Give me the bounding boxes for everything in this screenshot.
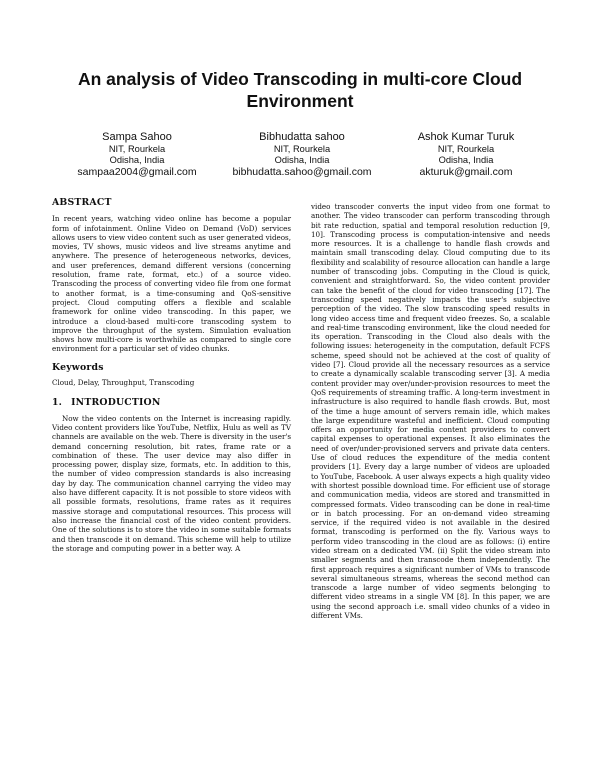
author-1 [52,130,222,179]
author-email: sampaa2004@gmail.com [77,166,197,178]
section-title: INTRODUCTION [71,397,161,409]
author-location: Odisha, India [109,155,165,165]
author-affiliation: NIT, Rourkela [108,144,166,154]
abstract-heading: ABSTRACT [52,197,112,208]
abstract-text: In recent years, watching video online has become a popular form of infotainment. Online Video on Demand (VoD) services allows users to view video content such as user generated videos, movies, TV shows, music videos and live streams anytime and anywhere. The presence of heterogeneous networks, devices, and user preferences, demand different versions (concerning resolution, frame rate, format, etc.) of a source video. Transcoding the process of converting video file from one format to another format, is a time-consuming and QoS-sensitive project. Cloud computing offers a flexible and scalable framework for online video transcoding. In this paper, we introduce a cloud-based multi-core transcoding system to improve the throughput of the system. Simulation evaluation shows how multi-core is worthwhile as compared to single core environment for a particular set of video chunks. [52,214,291,354]
author-block [0,130,600,180]
keywords-heading: Keywords [52,361,104,373]
author-affiliation: NIT, Rourkela [437,144,495,154]
author-affiliation: NIT, Rourkela [273,144,331,154]
author-email: akturuk@gmail.com [419,166,513,178]
introduction-heading [52,398,291,407]
paper-title: An analysis of Video Transcoding in multi-core Cloud Environment [77,69,523,111]
right-column [311,202,550,620]
left-column [52,198,291,553]
introduction-text-right: video transcoder converts the input video from one format to another. The video transcoder can perform transcoding through bit rate reduction, spatial and temporal resolution reduction [9, 10]. Transcoding process is computation-intensive and needs more resources. It is a challenge to handle flash crowds and maintain small transcoding delay. Cloud computing due to its flexibility and scalability of resource allocation can handle a large number of transcoding jobs. Computing in the Cloud is quick, convenient and straightforward. So, the video content provider can take the benefit of the cloud for video transcoding [17]. The transcoding speed negatively impacts the user's subjective perception of the video. The slow transcoding speed results in long video access time and frequent video freezes. So, a scalable and real-time transcoding environment, like the cloud needed for its operation. Transcoding in the Cloud also deals with the following issues: heterogeneity in the computation, default FCFS scheme, speed should not be achieved at the cost of quality of video [7]. Cloud provide all the necessary resources as a service to create a dynamically scalable transcoding server [3]. A media content provider may over/under-provision resources to meet the QoS requirements of streaming traffic. A long-term investment in infrastructure is also required to handle flash crowds. But, most of the time a huge amount of servers remain idle, which makes the large expenditure wasteful and inefficient. Cloud computing offers an opportunity for media content providers to convert capital expenses to operational expenses. It also eliminates the need of over/under-provisioned servers and private data centers. Use of cloud reduces the expenditure of the media content providers [1]. Every day a large number of videos are uploaded to YouTube, Facebook. A user always expects a high quality video with shortest possible download time. For efficient use of storage and communication media, videos are stored and transmitted in compressed formats. Video transcoding can be done in real-time or in batch processing. For an on-demand video streaming service, if the required video is not available in the desired format, transcoding is performed on the fly. Various ways to perform video transcoding in the cloud are as follows: (i) entire video stream on a dedicated VM. (ii) Split the video stream into smaller segments and then transcode them independently. The first approach requires a significant number of VMs to transcode several simultaneous streams, whereas the second method can transcode a large number of video segments belonging to different video streams in a single VM [8]. In this paper, we are using the second approach i.e. small video chunks of a video in different VMs. [311,202,550,621]
author-email: bibhudatta.sahoo@gmail.com [232,166,372,178]
author-name: Sampa Sahoo [102,131,172,143]
section-number: 1. [52,397,63,409]
author-location: Odisha, India [438,155,494,165]
author-name: Bibhudatta sahoo [259,131,345,143]
author-2 [213,130,391,179]
author-location: Odisha, India [274,155,330,165]
author-name: Ashok Kumar Turuk [417,131,515,143]
introduction-text-left: Now the video contents on the Internet is increasing rapidly. Video content providers like YouTube, Netflix, Hulu as well as TV channels are available on the web. There is diversity in the user's demand concerning resolution, bit rates, frame rate or a combination of these. The user device may also differ in processing power, display size, formats, etc. In addition to this, the number of video compression standards is also increasing day by day. The communication channel carrying the video may also have different capacity. It is not possible to store videos with all possible formats, resolutions, frame rates as it requires massive storage and computational resources. This process will also increase the financial cost of the video content providers. One of the solutions is to store the video in some suitable formats and then transcode it on demand. This scheme will help to utilize the storage and computing power in a better way. A [52,413,291,553]
keywords-text: Cloud, Delay, Throughput, Transcoding [52,378,195,388]
author-3 [378,130,554,179]
